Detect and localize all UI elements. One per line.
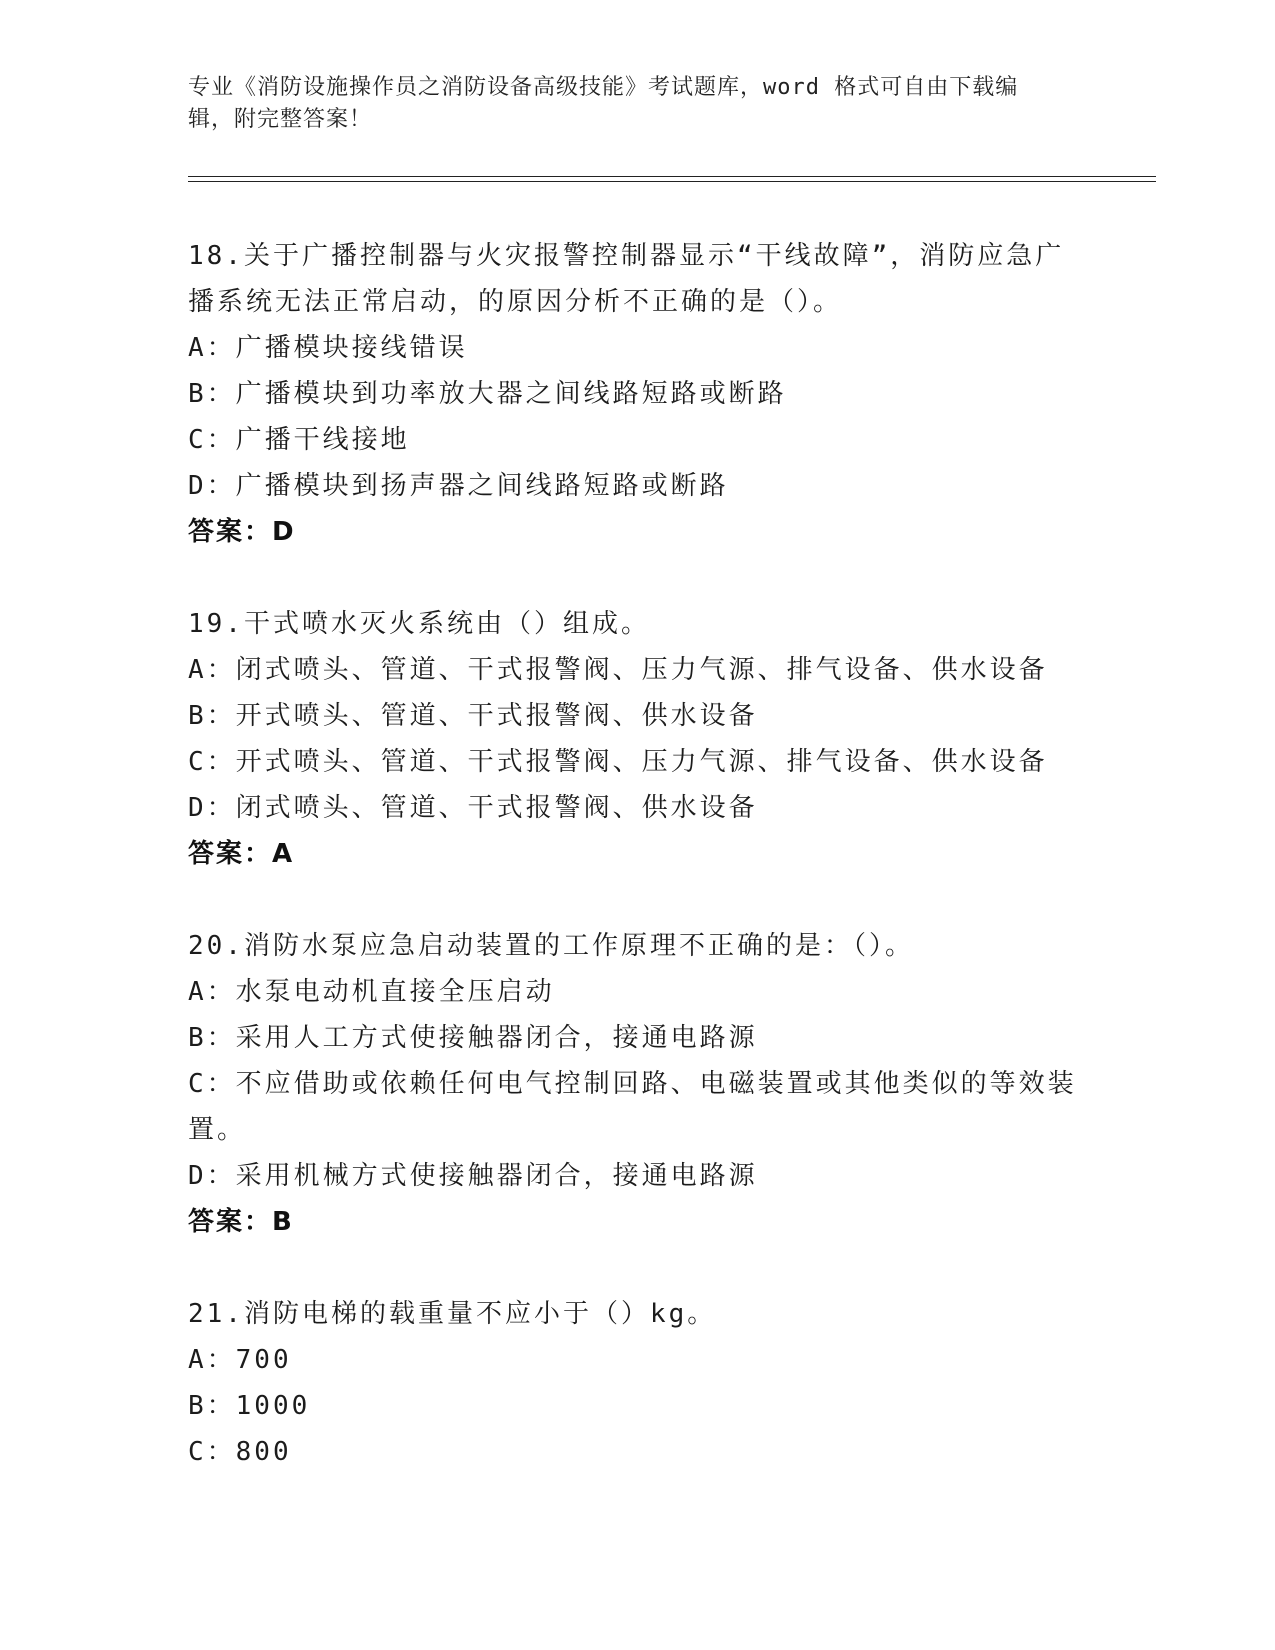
question-21 [188, 1291, 1078, 1475]
answer-label: 答案：A [188, 839, 295, 869]
option-c: C：不应借助或依赖任何电气控制回路、电磁装置或其他类似的等效装 [188, 1069, 1077, 1099]
option-a: A：700 [188, 1345, 292, 1375]
question-18 [188, 233, 1078, 555]
option-c-continued: 置。 [188, 1115, 247, 1145]
option-c: C：广播干线接地 [188, 425, 410, 455]
option-b: B：采用人工方式使接触器闭合，接通电路源 [188, 1023, 758, 1053]
option-c: C：开式喷头、管道、干式报警阀、压力气源、排气设备、供水设备 [188, 747, 1048, 777]
header-divider-top [188, 176, 1156, 177]
option-a: A：闭式喷头、管道、干式报警阀、压力气源、排气设备、供水设备 [188, 655, 1048, 685]
option-b: B：广播模块到功率放大器之间线路短路或断路 [188, 379, 787, 409]
question-stem: 20.消防水泵应急启动装置的工作原理不正确的是：（）。 [188, 931, 914, 961]
question-20 [188, 923, 1078, 1245]
option-a: A：广播模块接线错误 [188, 333, 468, 363]
header-divider-bottom [188, 181, 1156, 182]
header-line-1: 专业《消防设施操作员之消防设备高级技能》考试题库，word 格式可自由下载编 [188, 75, 1019, 100]
question-list [188, 233, 1078, 1521]
document-header [188, 72, 1078, 136]
question-19 [188, 601, 1078, 877]
option-d: D：广播模块到扬声器之间线路短路或断路 [188, 471, 729, 501]
question-stem: 18.关于广播控制器与火灾报警控制器显示“干线故障”，消防应急广 [188, 241, 1065, 271]
option-a: A：水泵电动机直接全压启动 [188, 977, 555, 1007]
option-c: C：800 [188, 1437, 292, 1467]
question-stem: 19.干式喷水灭火系统由（）组成。 [188, 609, 650, 639]
question-stem-continued: 播系统无法正常启动，的原因分析不正确的是（）。 [188, 287, 843, 317]
option-d: D：采用机械方式使接触器闭合，接通电路源 [188, 1161, 758, 1191]
answer-label: 答案：D [188, 517, 296, 547]
answer-label: 答案：B [188, 1207, 294, 1237]
header-line-2: 辑，附完整答案！ [188, 107, 373, 132]
option-b: B：开式喷头、管道、干式报警阀、供水设备 [188, 701, 758, 731]
option-d: D：闭式喷头、管道、干式报警阀、供水设备 [188, 793, 758, 823]
question-stem: 21.消防电梯的载重量不应小于（）kg。 [188, 1299, 717, 1329]
option-b: B：1000 [188, 1391, 311, 1421]
